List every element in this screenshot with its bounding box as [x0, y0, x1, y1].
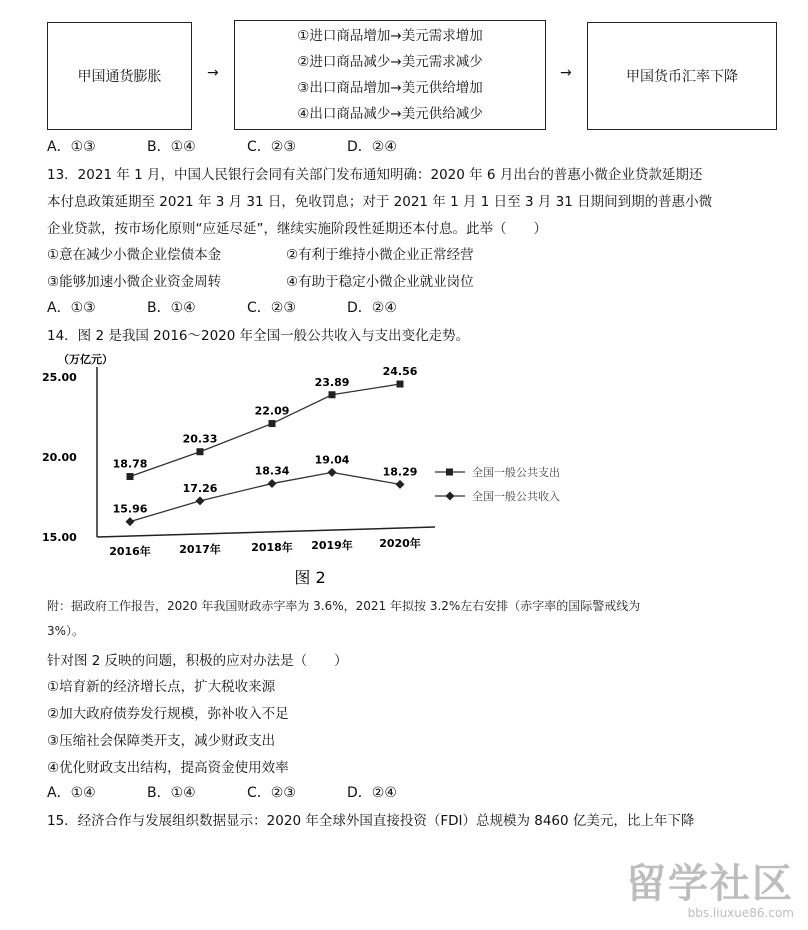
option-b: B．①④ [147, 139, 196, 155]
q14-item: ②加大政府债券发行规模，弥补收入不足 [47, 706, 289, 722]
option-a: A．①③ [47, 139, 96, 155]
option-a: A．①③ [47, 300, 96, 316]
legend-label: 全国一般公共收入 [472, 490, 560, 503]
flow-arrow-icon: → [207, 65, 219, 81]
option-c: C．②③ [247, 785, 296, 801]
q13-item: ③能够加速小微企业资金周转 [47, 274, 222, 290]
y-tick-label: 20.00 [42, 451, 77, 464]
q13-item: ②有利于维持小微企业正常经营 [286, 247, 474, 263]
data-label: 20.33 [182, 432, 218, 446]
option-d: D．②④ [347, 300, 397, 316]
q14-item: ③压缩社会保障类开支，减少财政支出 [47, 733, 276, 749]
q14-note-line: 3%）。 [47, 624, 85, 638]
flow-left-box [47, 22, 192, 130]
data-label: 19.04 [314, 453, 350, 467]
series-line [130, 384, 400, 476]
data-point [329, 391, 336, 398]
data-label: 18.78 [112, 457, 148, 471]
q13-item: ①意在减少小微企业偿债本金 [47, 247, 222, 263]
data-label: 22.09 [254, 404, 290, 418]
q13-stem-line: 企业贷款，按市场化原则“应延尽延”，继续实施阶段性延期还本付息。此举（ ） [47, 221, 547, 237]
q13-item: ④有助于稳定小微企业就业岗位 [286, 274, 474, 290]
watermark [626, 862, 794, 920]
x-tick-label: 2017年 [179, 543, 221, 556]
y-tick-label: 15.00 [42, 531, 77, 544]
flow-right-box [587, 22, 777, 130]
chart-axes [97, 367, 435, 537]
option-d: D．②④ [347, 139, 397, 155]
x-tick-label: 2019年 [311, 539, 353, 552]
q14-question: 针对图 2 反映的问题，积极的应对办法是（ ） [47, 653, 348, 669]
q14-item: ④优化财政支出结构，提高资金使用效率 [47, 760, 289, 776]
flow-mid-item: ③出口商品增加→美元供给增加 [297, 80, 483, 96]
x-ticks [109, 536, 421, 558]
option-d: D．②④ [347, 785, 397, 801]
q13-items-row [47, 270, 474, 290]
option-c: C．②③ [247, 300, 296, 316]
option-b: B．①④ [147, 300, 196, 316]
data-point [268, 479, 277, 488]
option-b: B．①④ [147, 785, 196, 801]
q13-stem-line: 本付息政策延期至 2021 年 3 月 31 日，免收罚息；对于 2021 年 1 月 1 日至 3 月 31 日期间到期的普惠小微 [47, 194, 713, 210]
flow-arrow-icon: → [560, 65, 572, 81]
q13-options [47, 297, 397, 317]
q14-item: ①培育新的经济增长点，扩大税收来源 [47, 679, 276, 695]
q14-note-line: 附：据政府工作报告，2020 年我国财政赤字率为 3.6%，2021 年拟按 3.2%左右安排（赤字率的国际警戒线为 [47, 599, 641, 613]
y-ticks [42, 371, 77, 544]
x-axis-line [97, 527, 435, 537]
data-label: 18.29 [382, 465, 418, 479]
flow-right-text: 甲国货币汇率下降 [626, 69, 738, 85]
flow-mid-item: ②进口商品减少→美元需求减少 [297, 54, 483, 70]
series-line [130, 472, 400, 521]
data-label: 24.56 [382, 365, 418, 379]
legend-marker [446, 492, 455, 501]
data-point [397, 381, 404, 388]
data-point [328, 468, 337, 477]
x-tick-label: 2016年 [109, 545, 151, 558]
option-a: A．①④ [47, 785, 96, 801]
chart-series [113, 365, 418, 526]
legend-label: 全国一般公共支出 [472, 466, 560, 479]
flow-diagram [0, 0, 808, 135]
data-point [127, 473, 134, 480]
q14-stem: 14．图 2 是我国 2016～2020 年全国一般公共收入与支出变化走势。 [47, 328, 470, 344]
watermark-logo: 留学社区 [626, 861, 794, 907]
y-tick-label: 25.00 [42, 371, 77, 384]
flow-mid-item: ①进口商品增加→美元需求增加 [297, 28, 483, 44]
option-c: C．②③ [247, 139, 296, 155]
flow-left-text: 甲国通货膨胀 [77, 69, 162, 85]
q13-stem-line: 13．2021 年 1 月，中国人民银行会同有关部门发布通知明确：2020 年 6 月出台的普惠小微企业贷款延期还 [47, 167, 703, 183]
line-chart [40, 345, 600, 590]
q12-options [47, 136, 397, 156]
data-point [396, 480, 405, 489]
flow-mid-item: ④出口商品减少→美元供给减少 [297, 106, 483, 122]
x-tick-label: 2020年 [379, 537, 421, 550]
data-label: 15.96 [112, 502, 148, 516]
data-label: 18.34 [254, 464, 290, 478]
chart-legend [435, 465, 560, 503]
x-tick-label: 2018年 [251, 541, 293, 554]
data-label: 17.26 [182, 481, 218, 495]
data-point [196, 496, 205, 505]
chart-caption: 图 2 [294, 568, 326, 587]
q15-stem: 15．经济合作与发展组织数据显示：2020 年全球外国直接投资（FDI）总规模为 8460 亿美元，比上年下降 [47, 813, 695, 829]
data-point [269, 420, 276, 427]
data-label: 23.89 [314, 375, 350, 389]
y-axis-label: （万亿元） [58, 353, 113, 366]
q14-options [47, 782, 397, 802]
data-point [197, 448, 204, 455]
watermark-url: bbs.liuxue86.com [687, 906, 794, 920]
flow-middle-box [234, 20, 546, 130]
q13-items-row [47, 243, 474, 263]
data-point [126, 517, 135, 526]
legend-marker [446, 469, 453, 476]
